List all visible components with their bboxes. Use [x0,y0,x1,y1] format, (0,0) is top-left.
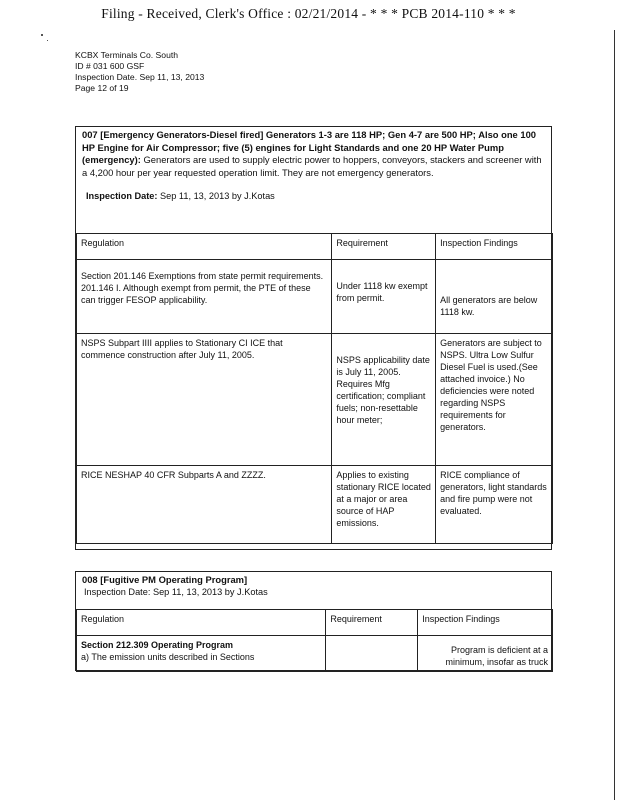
section-007-inspection-date [76,191,551,201]
section-007-title [76,127,551,179]
regulation-title: Section 212.309 Operating Program [81,640,234,650]
section-007-title-bold: 007 [Emergency Generators-Diesel fired] Generators 1-3 are 118 HP; Gen 4-7 are 500 HP; Also one 100 HP Engine for Air Compressor; five (5) engines for Light Standards and one 20 HP Water Pump (emergency): [82,129,537,166]
section-008-title: 008 [Fugitive PM Operating Program] [82,574,248,585]
col-header-findings: Inspection Findings [418,610,553,636]
findings-cell: Generators are subject to NSPS. Ultra Low Sulfur Diesel Fuel is used.(See attached invoice.) No deficiencies were noted regarding NSPS requirements for generators. [436,334,553,466]
inspection-date-value: Sep 11, 13, 2013 by J.Kotas [157,191,275,202]
inspection-date-label: Inspection Date: [86,191,158,202]
filing-stamp: Filing - Received, Clerk's Office : 02/21/2014 - * * * PCB 2014-110 * * * [101,6,516,21]
regulation-cell [77,636,326,672]
col-header-regulation: Regulation [77,234,332,260]
page-edge-rule [614,30,615,800]
regulation-cell: NSPS Subpart IIII applies to Stationary CI ICE that commence construction after July 11, 2005. [77,334,332,466]
facility-name: KCBX Terminals Co. South [75,50,179,60]
section-008 [75,571,552,671]
section-007 [75,126,552,550]
col-header-requirement: Requirement [326,610,418,636]
table-row [77,334,553,466]
section-008-table [76,609,553,672]
requirement-cell: Under 1118 kw exempt from permit. [332,260,436,334]
section-007-table [76,233,553,544]
findings-cell: Program is deficient at a minimum, insofar as truck [418,636,553,672]
requirement-cell: Applies to existing stationary RICE located at a major or area source of HAP emissions. [332,466,436,544]
table-row [77,636,553,672]
document-header [75,50,204,94]
col-header-findings: Inspection Findings [436,234,553,260]
section-008-inspection-date: Inspection Date: Sep 11, 13, 2013 by J.Kotas [84,586,268,597]
table-row [77,466,553,544]
facility-id: ID # 031 600 GSF [75,61,145,71]
table-row [77,260,553,334]
col-header-regulation: Regulation [77,610,326,636]
requirement-cell [326,636,418,672]
page-number: Page 12 of 19 [75,83,129,93]
regulation-cell: Section 201.146 Exemptions from state permit requirements. 201.146 I. Although exempt from permit, the PTE of these can trigger FESOP applicability. [77,260,332,334]
inspection-date-header: Inspection Date. Sep 11, 13, 2013 [75,72,205,82]
findings-cell: All generators are below 1118 kw. [436,260,553,334]
scan-speck [41,34,43,36]
section-007-title-text: Generators are used to supply electric power to hoppers, conveyors, stackers and screener with a 4,200 hour per year requested operation limit. They are not emergency generators. [82,154,542,178]
scan-speck [47,40,48,41]
findings-cell: RICE compliance of generators, light standards and fire pump were not evaluated. [436,466,553,544]
regulation-text: a) The emission units described in Sections [81,652,255,662]
col-header-requirement: Requirement [332,234,436,260]
requirement-cell: NSPS applicability date is July 11, 2005. Requires Mfg certification; compliant fuels; non-resettable hour meter; [332,334,436,466]
regulation-cell: RICE NESHAP 40 CFR Subparts A and ZZZZ. [77,466,332,544]
